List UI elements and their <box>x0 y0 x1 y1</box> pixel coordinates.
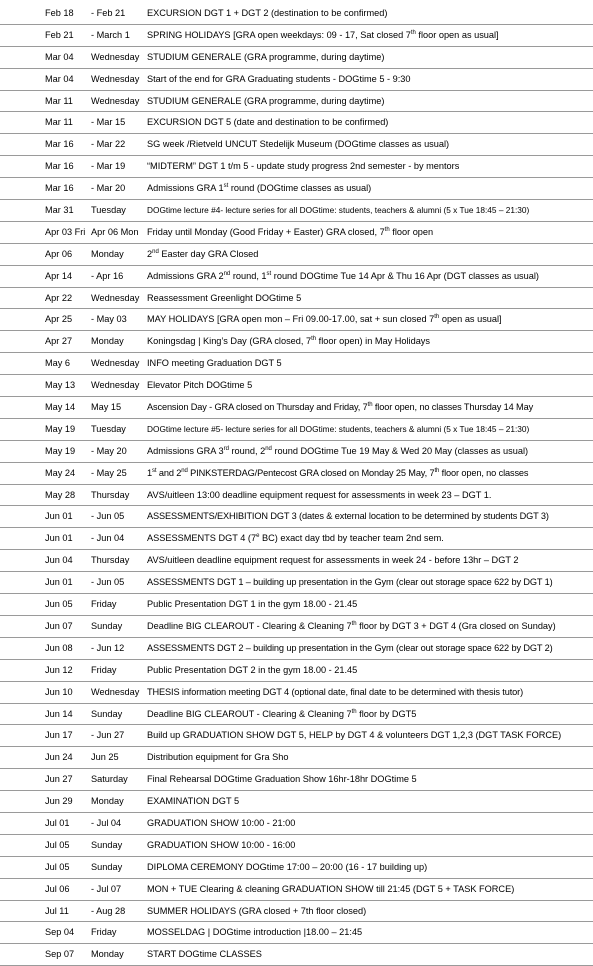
row-end-or-day: Monday <box>91 949 124 960</box>
row-event: Deadline BIG CLEAROUT - Clearing & Cleaning 7th floor by DGT 3 + DGT 4 (Gra closed on Sunday) <box>147 620 556 631</box>
row-start-date: Jun 12 <box>45 664 73 675</box>
row-start-date: Jun 01 <box>45 511 73 522</box>
row-event: Build up GRADUATION SHOW DGT 5, HELP by DGT 4 & volunteers DGT 1,2,3 (DGT TASK FORCE) <box>147 730 562 741</box>
row-event: Public Presentation DGT 1 in the gym 18.00 - 21.45 <box>147 599 358 610</box>
row-event: GRADUATION SHOW 10:00 - 16:00 <box>147 839 296 850</box>
schedule-row <box>0 25 593 47</box>
schedule-row <box>0 660 593 682</box>
row-start-date: Jun 14 <box>45 708 73 719</box>
schedule-row <box>0 244 593 266</box>
row-end-or-day: - March 1 <box>91 29 130 40</box>
row-event: Admissions GRA 2nd round, 1st round DOGtime Tue 14 Apr & Thu 16 Apr (DGT classes as usual) <box>147 270 539 281</box>
row-start-date: May 14 <box>45 402 76 413</box>
row-end-or-day: Monday <box>91 336 124 347</box>
schedule-row <box>0 485 593 507</box>
schedule-row <box>0 441 593 463</box>
row-end-or-day: Jun 25 <box>91 752 119 763</box>
schedule-row <box>0 178 593 200</box>
row-end-or-day: Sunday <box>91 708 123 719</box>
schedule-row <box>0 813 593 835</box>
row-start-date: Jul 01 <box>45 817 70 828</box>
row-start-date: Mar 16 <box>45 183 74 194</box>
row-event: Friday until Monday (Good Friday + Easter) GRA closed, 7th floor open <box>147 226 434 237</box>
schedule-row <box>0 134 593 156</box>
row-event: “MIDTERM” DGT 1 t/m 5 - update study progress 2nd semester - by mentors <box>147 161 460 172</box>
row-end-or-day: Saturday <box>91 774 128 785</box>
row-end-or-day: - Jun 27 <box>91 730 125 741</box>
row-end-or-day: Tuesday <box>91 205 126 216</box>
row-end-or-day: - Jul 04 <box>91 817 122 828</box>
schedule-row <box>0 200 593 222</box>
schedule-table <box>0 3 593 966</box>
row-end-or-day: Sunday <box>91 861 123 872</box>
row-start-date: Sep 07 <box>45 949 75 960</box>
row-start-date: Jun 07 <box>45 620 73 631</box>
schedule-row <box>0 222 593 244</box>
row-end-or-day: Thursday <box>91 489 130 500</box>
schedule-row <box>0 901 593 923</box>
row-start-date: Mar 04 <box>45 73 74 84</box>
row-start-date: Sep 04 <box>45 927 75 938</box>
row-event: Public Presentation DGT 2 in the gym 18.00 - 21.45 <box>147 664 358 675</box>
row-start-date: May 6 <box>45 358 71 369</box>
schedule-row <box>0 550 593 572</box>
row-end-or-day: - May 25 <box>91 467 127 478</box>
row-end-or-day: Friday <box>91 664 117 675</box>
schedule-row <box>0 397 593 419</box>
row-start-date: Mar 04 <box>45 51 74 62</box>
schedule-row <box>0 47 593 69</box>
row-event: ASSESSMENTS DGT 4 (7e BC) exact day tbd by teacher team 2nd sem. <box>147 533 444 544</box>
row-event: SG week /Rietveld UNCUT Stedelijk Museum (DOGtime classes as usual) <box>147 139 450 150</box>
row-event: ASSESSMENTS/EXHIBITION DGT 3 (dates & external location to be determined by students DGT 3) <box>147 511 549 522</box>
row-end-or-day: - Jun 04 <box>91 533 125 544</box>
row-end-or-day: Wednesday <box>91 686 140 697</box>
row-event: Final Rehearsal DOGtime Graduation Show 16hr-18hr DOGtime 5 <box>147 774 417 785</box>
row-start-date: Mar 16 <box>45 139 74 150</box>
row-event: STUDIUM GENERALE (GRA programme, during daytime) <box>147 51 385 62</box>
row-end-or-day: Wednesday <box>91 380 140 391</box>
row-event: Admissions GRA 3rd round, 2nd round DOGtime Tue 19 May & Wed 20 May (classes as usual) <box>147 445 529 456</box>
row-start-date: Mar 11 <box>45 117 73 128</box>
row-end-or-day: - Aug 28 <box>91 905 126 916</box>
row-end-or-day: Thursday <box>91 555 130 566</box>
row-start-date: May 24 <box>45 467 76 478</box>
row-event: DOGtime lecture #4- lecture series for all DOGtime: students, teachers & alumni (5 x Tue 18:45 – 21:30) <box>147 205 530 216</box>
row-event: THESIS information meeting DGT 4 (optional date, final date to be determined with thesis tutor) <box>147 686 524 697</box>
schedule-row <box>0 506 593 528</box>
row-event: Elevator Pitch DOGtime 5 <box>147 380 253 391</box>
row-event: Admissions GRA 1st round (DOGtime classes as usual) <box>147 183 372 194</box>
row-event: AVS/uitleen 13:00 deadline equipment request for assessments in week 23 – DGT 1. <box>147 489 492 500</box>
row-end-or-day: May 15 <box>91 402 122 413</box>
row-start-date: Jun 01 <box>45 577 73 588</box>
row-event: START DOGtime CLASSES <box>147 949 262 960</box>
row-start-date: Jun 10 <box>45 686 73 697</box>
schedule-row <box>0 769 593 791</box>
row-start-date: Apr 14 <box>45 270 73 281</box>
row-start-date: Feb 21 <box>45 29 74 40</box>
schedule-row <box>0 156 593 178</box>
row-event: ASSESSMENTS DGT 2 – building up presentation in the Gym (clear out storage space 622 by DGT 2) <box>147 642 553 653</box>
schedule-row <box>0 463 593 485</box>
row-start-date: Jul 05 <box>45 839 70 850</box>
schedule-row <box>0 747 593 769</box>
schedule-row <box>0 944 593 966</box>
row-event: AVS/uitleen deadline equipment request for assessments in week 24 - before 13hr – DGT 2 <box>147 555 519 566</box>
row-start-date: Apr 25 <box>45 314 73 325</box>
row-end-or-day: - Jun 12 <box>91 642 125 653</box>
row-end-or-day: Sunday <box>91 620 123 631</box>
row-end-or-day: Wednesday <box>91 292 140 303</box>
row-event: EXCURSION DGT 5 (date and destination to be confirmed) <box>147 117 389 128</box>
row-start-date: Jun 24 <box>45 752 73 763</box>
schedule-row <box>0 419 593 441</box>
row-start-date: Apr 06 <box>45 248 73 259</box>
row-event: DOGtime lecture #5- lecture series for all DOGtime: students, teachers & alumni (5 x Tue 18:45 – 21:30) <box>147 423 530 434</box>
schedule-row <box>0 353 593 375</box>
row-start-date: Mar 16 <box>45 161 74 172</box>
row-end-or-day: Apr 06 Mon <box>91 226 139 237</box>
schedule-row <box>0 266 593 288</box>
row-event: EXCURSION DGT 1 + DGT 2 (destination to be confirmed) <box>147 8 388 18</box>
row-start-date: Mar 31 <box>45 205 74 216</box>
row-end-or-day: - May 03 <box>91 314 127 325</box>
row-start-date: Jun 04 <box>45 555 73 566</box>
schedule-row <box>0 638 593 660</box>
row-start-date: Jul 06 <box>45 883 70 894</box>
row-event: STUDIUM GENERALE (GRA programme, during daytime) <box>147 95 385 106</box>
row-start-date: Jul 11 <box>45 905 69 916</box>
row-event: DIPLOMA CEREMONY DOGtime 17:00 – 20:00 (16 - 17 building up) <box>147 861 428 872</box>
row-start-date: May 19 <box>45 423 76 434</box>
row-end-or-day: - Apr 16 <box>91 270 124 281</box>
row-start-date: Jun 17 <box>45 730 73 741</box>
row-event: MON + TUE Clearing & cleaning GRADUATION SHOW till 21:45 (DGT 5 + TASK FORCE) <box>147 883 515 894</box>
row-end-or-day: - Jun 05 <box>91 511 125 522</box>
schedule-row <box>0 922 593 944</box>
row-event: MAY HOLIDAYS [GRA open mon – Fri 09.00-17.00, sat + sun closed 7th open as usual] <box>147 314 502 325</box>
schedule-row <box>0 375 593 397</box>
row-event: Koningsdag | King’s Day (GRA closed, 7th floor open) in May Holidays <box>147 336 430 347</box>
schedule-row <box>0 288 593 310</box>
row-event: Deadline BIG CLEAROUT - Clearing & Cleaning 7th floor by DGT5 <box>147 708 417 719</box>
schedule-row <box>0 112 593 134</box>
schedule-row <box>0 682 593 704</box>
row-start-date: Apr 22 <box>45 292 73 303</box>
row-event: Start of the end for GRA Graduating students - DOGtime 5 - 9:30 <box>147 73 411 84</box>
row-end-or-day: - Jul 07 <box>91 883 122 894</box>
row-end-or-day: Wednesday <box>91 51 140 62</box>
row-event: Ascension Day - GRA closed on Thursday and Friday, 7th floor open, no classes Thursday 14 May <box>147 401 534 413</box>
schedule-row <box>0 572 593 594</box>
schedule-row <box>0 3 593 25</box>
row-end-or-day: - Jun 05 <box>91 577 125 588</box>
row-end-or-day: - Feb 21 <box>91 8 126 18</box>
row-event: 2nd Easter day GRA Closed <box>147 248 259 259</box>
schedule-row <box>0 91 593 113</box>
row-start-date: Jun 01 <box>45 533 73 544</box>
row-end-or-day: - Mar 19 <box>91 161 126 172</box>
row-start-date: Feb 18 <box>45 8 74 18</box>
schedule-row <box>0 616 593 638</box>
schedule-row <box>0 309 593 331</box>
row-end-or-day: Wednesday <box>91 358 140 369</box>
row-event: INFO meeting Graduation DGT 5 <box>147 358 282 369</box>
row-start-date: Apr 27 <box>45 336 73 347</box>
row-end-or-day: Tuesday <box>91 423 126 434</box>
row-event: EXAMINATION DGT 5 <box>147 796 240 807</box>
row-event: 1st and 2nd PINKSTERDAG/Pentecost GRA closed on Monday 25 May, 7th floor open, no classes <box>147 467 529 478</box>
row-end-or-day: Wednesday <box>91 95 140 106</box>
row-end-or-day: Monday <box>91 796 124 807</box>
row-end-or-day: - Mar 20 <box>91 183 126 194</box>
schedule-row <box>0 835 593 857</box>
row-end-or-day: Sunday <box>91 839 123 850</box>
row-event: SUMMER HOLIDAYS (GRA closed + 7th floor closed) <box>147 905 367 916</box>
row-event: Distribution equipment for Gra Sho <box>147 752 289 763</box>
row-event: Reassessment Greenlight DOGtime 5 <box>147 292 302 303</box>
row-start-date: Jun 05 <box>45 599 73 610</box>
schedule-row <box>0 704 593 726</box>
row-start-date: May 13 <box>45 380 76 391</box>
row-end-or-day: - Mar 22 <box>91 139 126 150</box>
row-start-date: Jun 29 <box>45 796 73 807</box>
row-event: MOSSELDAG | DOGtime introduction |18.00 – 21:45 <box>147 927 363 938</box>
row-end-or-day: Wednesday <box>91 73 140 84</box>
schedule-row <box>0 725 593 747</box>
row-event: GRADUATION SHOW 10:00 - 21:00 <box>147 817 296 828</box>
row-start-date: Jun 27 <box>45 774 73 785</box>
schedule-row <box>0 879 593 901</box>
schedule-row <box>0 857 593 879</box>
row-end-or-day: Monday <box>91 248 124 259</box>
row-end-or-day: - May 20 <box>91 445 127 456</box>
schedule-row <box>0 528 593 550</box>
schedule-row <box>0 791 593 813</box>
row-start-date: May 28 <box>45 489 76 500</box>
row-end-or-day: - Mar 15 <box>91 117 126 128</box>
row-start-date: Jul 05 <box>45 861 70 872</box>
row-start-date: Mar 11 <box>45 95 73 106</box>
row-end-or-day: Friday <box>91 599 117 610</box>
row-event: ASSESSMENTS DGT 1 – building up presentation in the Gym (clear out storage space 622 by DGT 1) <box>147 577 553 588</box>
row-start-date: Jun 08 <box>45 642 73 653</box>
row-start-date: May 19 <box>45 445 76 456</box>
row-start-date: Apr 03 Fri <box>45 226 86 237</box>
schedule-row <box>0 594 593 616</box>
schedule-row <box>0 331 593 353</box>
schedule-row <box>0 69 593 91</box>
row-event: SPRING HOLIDAYS [GRA open weekdays: 09 - 17, Sat closed 7th floor open as usual] <box>147 29 499 40</box>
row-end-or-day: Friday <box>91 927 117 938</box>
